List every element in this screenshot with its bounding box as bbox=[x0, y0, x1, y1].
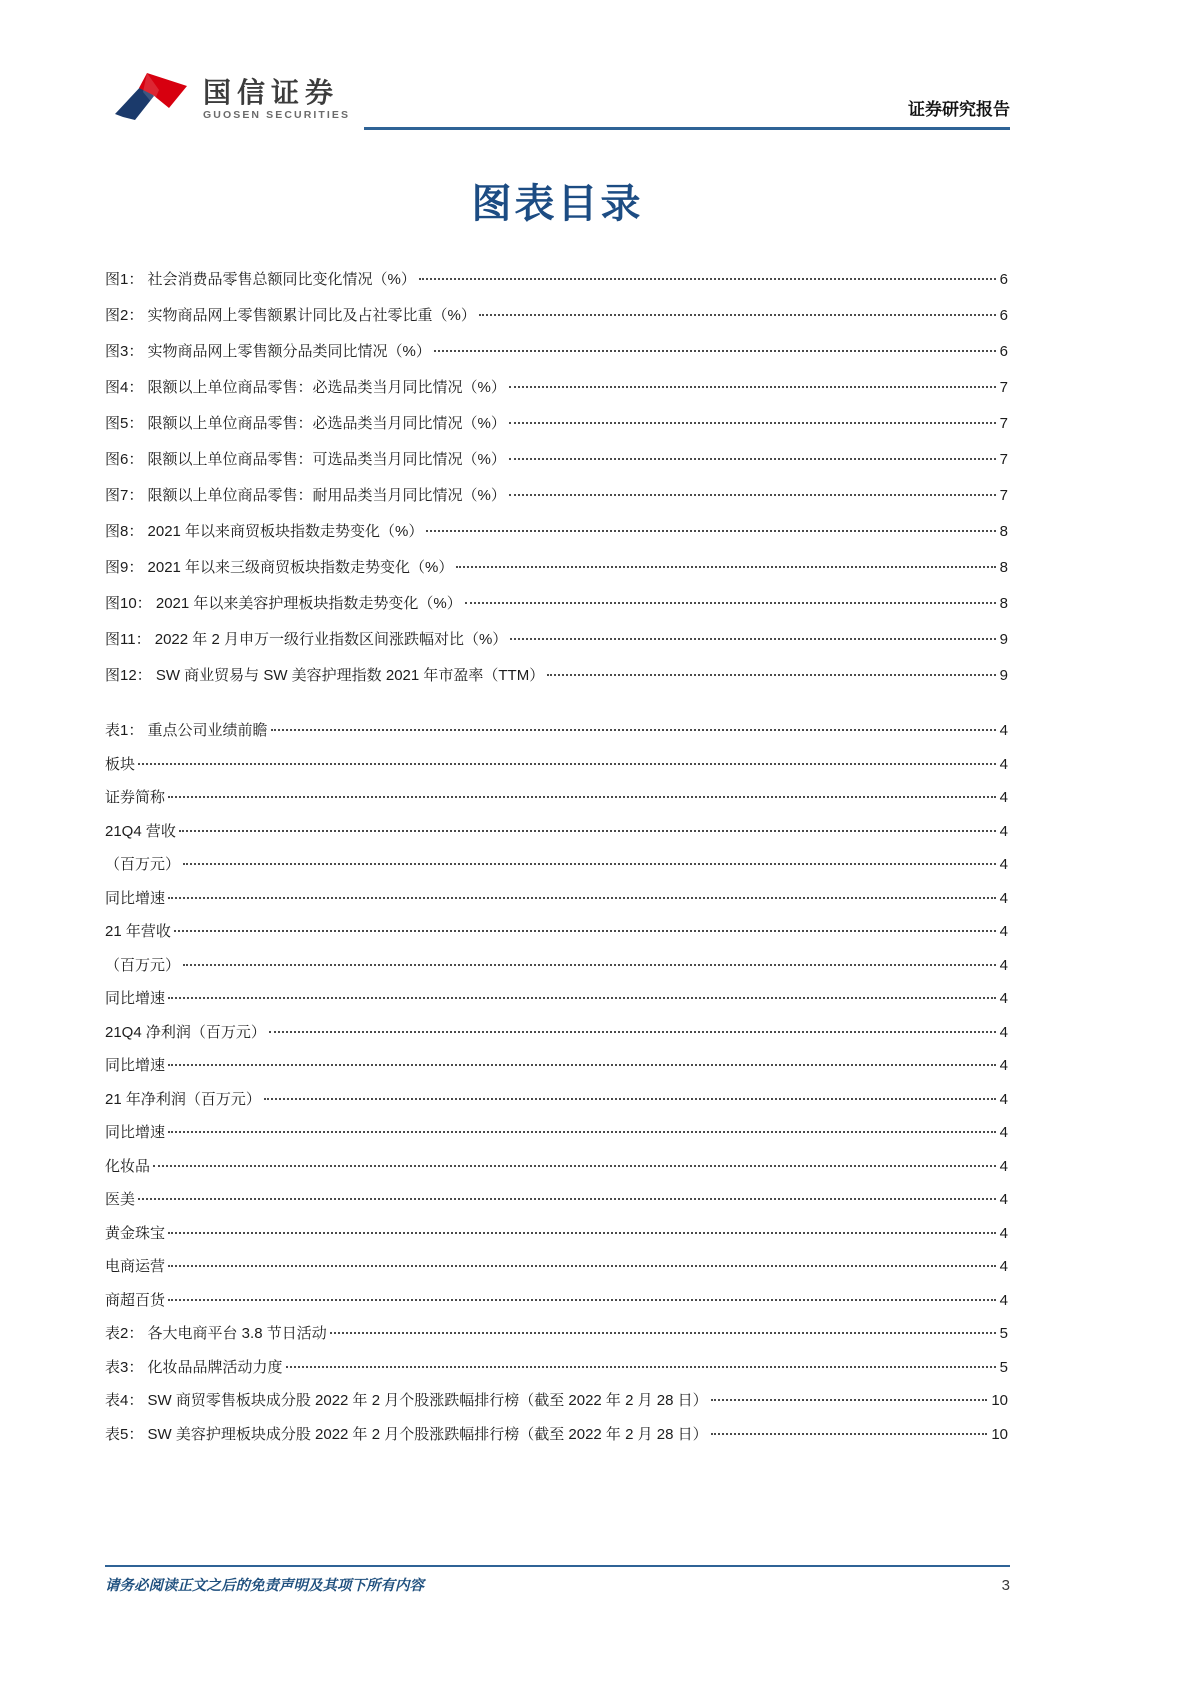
toc-entry[interactable] bbox=[105, 982, 1008, 1016]
toc-leader-dots bbox=[330, 1332, 996, 1334]
toc-entry[interactable] bbox=[105, 714, 1008, 748]
toc-page-number: 5 bbox=[999, 1358, 1008, 1376]
toc-page-number: 4 bbox=[999, 1224, 1008, 1242]
toc-page-number: 4 bbox=[999, 789, 1008, 806]
toc-leader-dots bbox=[509, 458, 996, 460]
toc-entry[interactable] bbox=[105, 1150, 1008, 1184]
toc-entry-text: 表3： 化妆品品牌活动力度 bbox=[105, 1358, 283, 1376]
toc-leader-dots bbox=[153, 1165, 996, 1167]
page-title: 图表目录 bbox=[471, 182, 644, 226]
toc-entry-text: 电商运营 bbox=[105, 1258, 166, 1275]
toc-leader-dots bbox=[168, 796, 996, 798]
toc-page-number: 7 bbox=[999, 379, 1008, 396]
page-footer bbox=[105, 1565, 1010, 1595]
toc-entry-text: 表1： 重点公司业绩前瞻 bbox=[105, 722, 268, 739]
toc-leader-dots bbox=[426, 530, 995, 532]
toc-leader-dots bbox=[286, 1366, 996, 1368]
toc-page-number: 6 bbox=[999, 271, 1008, 288]
toc-entry[interactable] bbox=[105, 1183, 1008, 1217]
toc-leader-dots bbox=[271, 729, 996, 731]
toc-entry-text: 表2： 各大电商平台 3.8 节日活动 bbox=[105, 1325, 327, 1342]
toc-page-number: 4 bbox=[999, 956, 1008, 974]
toc-entry-text: 图8： 2021 年以来商贸板块指数走势变化（%） bbox=[105, 523, 424, 540]
toc-leader-dots bbox=[168, 1299, 996, 1301]
guosen-logo bbox=[113, 70, 350, 130]
toc-entry[interactable] bbox=[105, 1418, 1008, 1452]
toc-page-number: 10 bbox=[991, 1392, 1008, 1409]
toc-leader-dots bbox=[711, 1399, 988, 1401]
toc-entry[interactable] bbox=[105, 1083, 1008, 1117]
toc-leader-dots bbox=[509, 386, 996, 388]
toc-leader-dots bbox=[168, 1232, 996, 1234]
footer-page-number: 3 bbox=[1001, 1577, 1010, 1594]
toc-entry[interactable] bbox=[105, 658, 1008, 694]
toc-entry-text: 21 年净利润（百万元） bbox=[105, 1090, 261, 1108]
toc-entry-text: 同比增速 bbox=[105, 1057, 166, 1074]
toc-page-number: 10 bbox=[991, 1425, 1008, 1443]
toc-leader-dots bbox=[264, 1098, 996, 1100]
toc-page-number: 4 bbox=[999, 923, 1008, 940]
figure-toc-list bbox=[105, 262, 1008, 694]
toc-entry-text: 证券简称 bbox=[105, 789, 166, 806]
toc-entry[interactable] bbox=[105, 262, 1008, 298]
toc-page-number: 4 bbox=[999, 1023, 1008, 1041]
toc-page-number: 6 bbox=[999, 343, 1008, 360]
toc-entry[interactable] bbox=[105, 406, 1008, 442]
toc-entry-text: 图2： 实物商品网上零售额累计同比及占社零比重（%） bbox=[105, 307, 476, 324]
toc-leader-dots bbox=[711, 1433, 988, 1435]
toc-entry[interactable] bbox=[105, 915, 1008, 949]
toc-leader-dots bbox=[509, 422, 996, 424]
toc-entry-text: 图11： 2022 年 2 月申万一级行业指数区间涨跌幅对比（%） bbox=[105, 631, 508, 648]
toc-page-number: 7 bbox=[999, 451, 1008, 468]
logo-chinese-name: 国信证券 bbox=[203, 76, 340, 108]
toc-leader-dots bbox=[269, 1031, 996, 1033]
toc-entry[interactable] bbox=[105, 1250, 1008, 1284]
toc-leader-dots bbox=[509, 494, 996, 496]
toc-entry-text: （百万元） bbox=[105, 956, 181, 974]
toc-leader-dots bbox=[510, 638, 995, 640]
toc-page-number: 7 bbox=[999, 415, 1008, 432]
toc-page-number: 8 bbox=[999, 523, 1008, 540]
page-header bbox=[113, 70, 1010, 130]
toc-entry[interactable] bbox=[105, 586, 1008, 622]
toc-entry-text: 医美 bbox=[105, 1191, 136, 1208]
toc-page-number: 8 bbox=[999, 559, 1008, 576]
toc-leader-dots bbox=[434, 350, 996, 352]
toc-leader-dots bbox=[168, 997, 996, 999]
toc-page-number: 4 bbox=[999, 1258, 1008, 1275]
toc-entry-text: 同比增速 bbox=[105, 990, 166, 1007]
logo-english-name: GUOSEN SECURITIES bbox=[203, 109, 351, 122]
toc-page-number: 4 bbox=[999, 1291, 1008, 1309]
toc-entry[interactable] bbox=[105, 949, 1008, 983]
toc-entry-text: 图6： 限额以上单位商品零售：可选品类当月同比情况（%） bbox=[105, 451, 506, 468]
toc-page-number: 6 bbox=[999, 307, 1008, 324]
toc-page-number: 5 bbox=[999, 1325, 1008, 1342]
toc-entry-text: （百万元） bbox=[105, 856, 181, 873]
toc-entry-text: 21Q4 净利润（百万元） bbox=[105, 1023, 266, 1041]
table-toc-list bbox=[105, 714, 1008, 1451]
toc-entry[interactable] bbox=[105, 815, 1008, 849]
toc-entry-text: 图5： 限额以上单位商品零售：必选品类当月同比情况（%） bbox=[105, 415, 506, 432]
toc-entry[interactable] bbox=[105, 748, 1008, 782]
toc-leader-dots bbox=[179, 830, 996, 832]
toc-entry-text: 图1： 社会消费品零售总额同比变化情况（%） bbox=[105, 271, 416, 288]
toc-leader-dots bbox=[547, 674, 995, 676]
toc-entry-text: 板块 bbox=[105, 755, 136, 773]
toc-page-number: 4 bbox=[999, 889, 1008, 907]
toc-entry-text: 图4： 限额以上单位商品零售：必选品类当月同比情况（%） bbox=[105, 379, 506, 396]
toc-leader-dots bbox=[456, 566, 995, 568]
toc-leader-dots bbox=[168, 1131, 996, 1133]
toc-entry[interactable] bbox=[105, 1016, 1008, 1050]
toc-entry-text: 商超百货 bbox=[105, 1291, 166, 1309]
toc-entry[interactable] bbox=[105, 442, 1008, 478]
toc-leader-dots bbox=[479, 314, 996, 316]
toc-entry[interactable] bbox=[105, 370, 1008, 406]
toc-entry[interactable] bbox=[105, 882, 1008, 916]
guosen-logo-mark bbox=[113, 70, 191, 128]
toc-page-number: 4 bbox=[999, 822, 1008, 840]
toc-page-number: 4 bbox=[999, 1090, 1008, 1108]
toc-leader-dots bbox=[168, 897, 996, 899]
toc-leader-dots bbox=[168, 1265, 996, 1267]
toc-entry-text: 图12： SW 商业贸易与 SW 美容护理指数 2021 年市盈率（TTM） bbox=[105, 667, 545, 684]
toc-leader-dots bbox=[168, 1064, 996, 1066]
toc-page-number: 4 bbox=[999, 722, 1008, 739]
toc-page-number: 9 bbox=[999, 631, 1008, 648]
toc-leader-dots bbox=[465, 602, 996, 604]
toc-entry[interactable] bbox=[105, 1116, 1008, 1150]
toc-entry-text: 图10： 2021 年以来美容护理板块指数走势变化（%） bbox=[105, 595, 462, 612]
toc-entry-text: 黄金珠宝 bbox=[105, 1224, 166, 1242]
toc-page-number: 9 bbox=[999, 667, 1008, 684]
toc-entry-text: 图3： 实物商品网上零售额分品类同比情况（%） bbox=[105, 343, 431, 360]
toc-entry[interactable] bbox=[105, 514, 1008, 550]
toc-entry[interactable] bbox=[105, 1217, 1008, 1251]
toc-entry[interactable] bbox=[105, 848, 1008, 882]
toc-entry[interactable] bbox=[105, 1384, 1008, 1418]
toc-entry-text: 表4： SW 商贸零售板块成分股 2022 年 2 月个股涨跌幅排行榜（截至 2022 年 2 月 28 日） bbox=[105, 1392, 708, 1409]
toc-entry-text: 同比增速 bbox=[105, 1124, 166, 1141]
toc-entry[interactable] bbox=[105, 298, 1008, 334]
toc-page-number: 4 bbox=[999, 856, 1008, 873]
toc-entry-text: 图7： 限额以上单位商品零售：耐用品类当月同比情况（%） bbox=[105, 487, 506, 504]
report-type-label: 证券研究报告 bbox=[364, 95, 1010, 130]
toc-entry[interactable] bbox=[105, 478, 1008, 514]
toc-entry[interactable] bbox=[105, 781, 1008, 815]
toc-page-number: 4 bbox=[999, 755, 1008, 773]
toc-page-number: 4 bbox=[999, 1191, 1008, 1208]
toc-page-number: 4 bbox=[999, 1057, 1008, 1074]
toc-entry-text: 化妆品 bbox=[105, 1157, 151, 1175]
toc-page-number: 4 bbox=[999, 1124, 1008, 1141]
toc-entry[interactable] bbox=[105, 550, 1008, 586]
toc-entry[interactable] bbox=[105, 1317, 1008, 1351]
toc-page-number: 4 bbox=[999, 1157, 1008, 1175]
toc-entry-text: 表5： SW 美容护理板块成分股 2022 年 2 月个股涨跌幅排行榜（截至 2022 年 2 月 28 日） bbox=[105, 1425, 708, 1443]
toc-leader-dots bbox=[419, 278, 996, 280]
toc-entry-text: 21Q4 营收 bbox=[105, 822, 176, 840]
toc-entry[interactable] bbox=[105, 1284, 1008, 1318]
toc-page-number: 7 bbox=[999, 487, 1008, 504]
toc-leader-dots bbox=[183, 964, 996, 966]
toc-entry-text: 同比增速 bbox=[105, 889, 166, 907]
toc-entry[interactable] bbox=[105, 1049, 1008, 1083]
footer-disclaimer: 请务必阅读正文之后的免责声明及其项下所有内容 bbox=[105, 1578, 424, 1594]
toc-entry[interactable] bbox=[105, 334, 1008, 370]
toc-page-number: 8 bbox=[999, 595, 1008, 612]
toc-leader-dots bbox=[138, 763, 996, 765]
toc-leader-dots bbox=[183, 863, 996, 865]
logo-text bbox=[203, 77, 350, 121]
toc-entry[interactable] bbox=[105, 1351, 1008, 1385]
toc-entry[interactable] bbox=[105, 622, 1008, 658]
toc-entry-text: 图9： 2021 年以来三级商贸板块指数走势变化（%） bbox=[105, 559, 454, 576]
toc-leader-dots bbox=[138, 1198, 996, 1200]
toc-entry-text: 21 年营收 bbox=[105, 923, 171, 940]
toc-page-number: 4 bbox=[999, 990, 1008, 1007]
toc-leader-dots bbox=[174, 930, 996, 932]
